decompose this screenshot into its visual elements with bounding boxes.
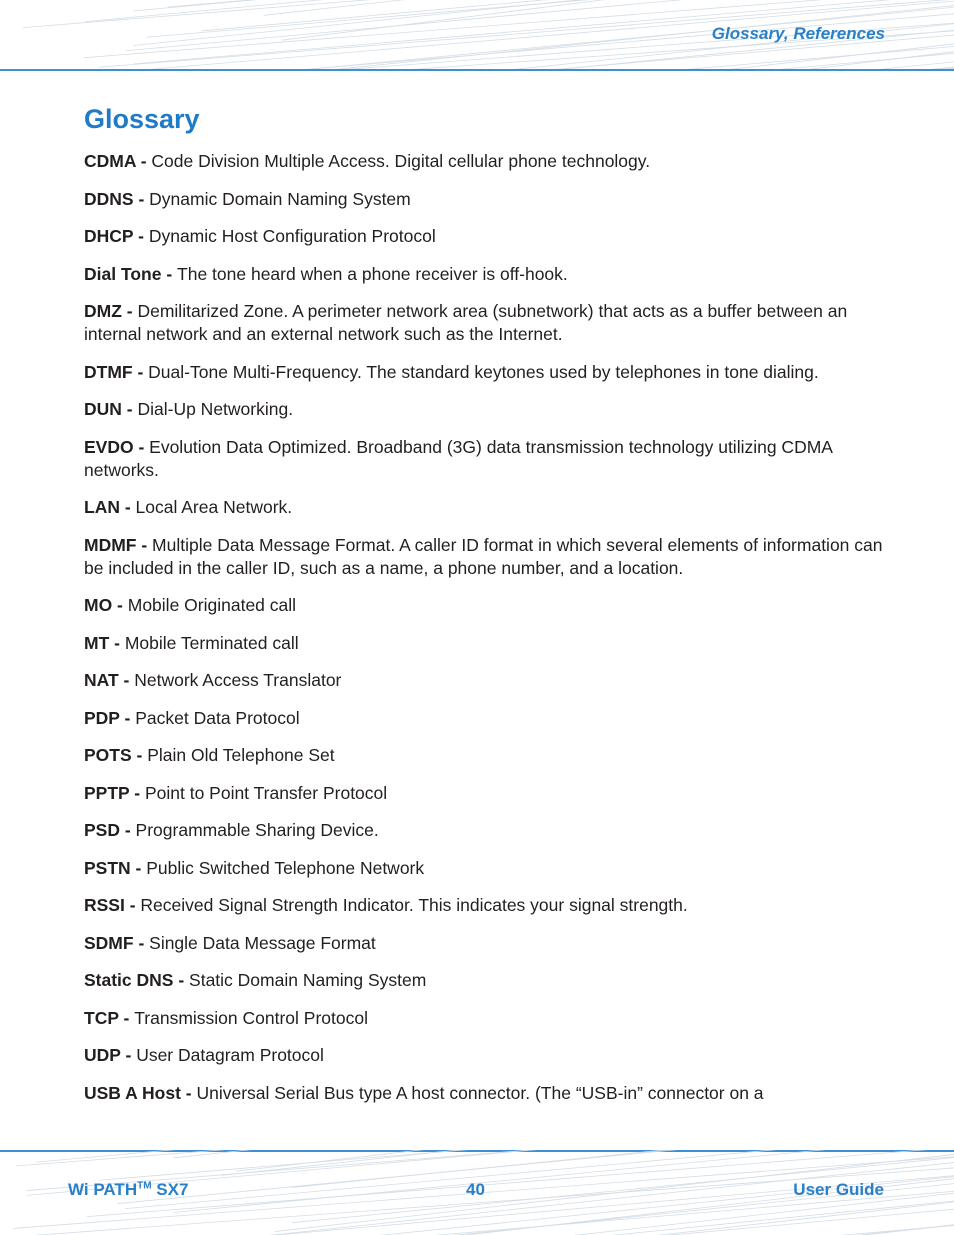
glossary-definition: Local Area Network. [135, 497, 293, 517]
glossary-term: Static DNS - [84, 970, 190, 990]
pattern-line [201, 1209, 954, 1235]
glossary-term: TCP - [84, 1007, 135, 1028]
glossary-definition: Multiple Data Message Format. A caller ID format in which several elements of information can be included in the caller ID, such as a name, a phone number, and a location. [84, 534, 883, 578]
glossary-term: PPTP - [84, 782, 145, 803]
glossary-term: MDMF - [84, 534, 153, 555]
pattern-line [3, 1168, 954, 1235]
glossary-term: DTMF - [84, 361, 149, 382]
glossary-term: MT - [84, 632, 125, 653]
pattern-line [278, 52, 954, 70]
glossary-definition: Packet Data Protocol [135, 707, 300, 728]
glossary-entry [84, 932, 884, 955]
glossary-entry [84, 594, 884, 617]
glossary-definition: Point to Point Transfer Protocol [144, 782, 388, 803]
glossary-entry [84, 819, 884, 842]
glossary-entry [84, 744, 884, 767]
trademark-symbol: TM [137, 1180, 152, 1192]
pattern-line [85, 0, 954, 22]
glossary-term: DUN - [84, 399, 138, 419]
glossary-entry [84, 1044, 884, 1067]
glossary-definition: Transmission Control Protocol [134, 1007, 368, 1028]
glossary-entry [84, 534, 884, 580]
pattern-line [230, 44, 954, 70]
glossary-entry [84, 300, 884, 346]
glossary-entry [84, 632, 884, 655]
pattern-line [236, 1150, 954, 1171]
glossary-list [84, 150, 884, 1119]
pattern-line [214, 1225, 954, 1235]
glossary-definition: Dynamic Host Configuration Protocol [148, 226, 436, 246]
glossary-term: MO - [84, 595, 128, 615]
glossary-definition: Plain Old Telephone Set [147, 745, 335, 765]
pattern-line [284, 1225, 954, 1235]
glossary-entry [84, 669, 884, 692]
glossary-definition: Programmable Sharing Device. [135, 820, 379, 840]
glossary-term: PSTN - [84, 857, 147, 878]
glossary-definition: Evolution Data Optimized. Broadband (3G) data transmission technology utilizing CDMA networks. [84, 436, 832, 480]
glossary-entry [84, 969, 884, 992]
pattern-line [133, 0, 954, 11]
glossary-entry [84, 188, 884, 211]
pattern-line [244, 1225, 954, 1235]
glossary-term: LAN - [84, 497, 136, 517]
glossary-definition: Single Data Message Format [149, 932, 376, 953]
glossary-term: DMZ - [84, 301, 138, 321]
glossary-entry [84, 782, 884, 805]
glossary-term: PDP - [84, 707, 136, 728]
pattern-line [264, 0, 954, 15]
glossary-entry [84, 398, 884, 421]
glossary-definition: Mobile Originated call [127, 595, 297, 615]
glossary-entry [84, 894, 884, 917]
glossary-definition: Dual-Tone Multi-Frequency. The standard keytones used by telephones in tone dialing. [148, 361, 819, 382]
footer-product-name: Wi PATH™ SX7 [68, 1180, 189, 1199]
glossary-term: USB A Host - [84, 1082, 197, 1103]
pattern-line [16, 1150, 954, 1166]
glossary-term: SDMF - [84, 932, 150, 953]
pattern-line [222, 1150, 954, 1175]
glossary-term: DHCP - [84, 226, 149, 246]
page-title: Glossary [84, 104, 200, 134]
glossary-term: PSD - [84, 820, 136, 840]
glossary-term: NAT - [84, 670, 135, 690]
glossary-definition: Demilitarized Zone. A perimeter network area (subnetwork) that acts as a buffer between an internal network and an external network such as the Internet. [84, 301, 848, 344]
glossary-term: EVDO - [84, 436, 150, 457]
glossary-entry [84, 150, 884, 173]
glossary-definition: Code Division Multiple Access. Digital cellular phone technology. [151, 151, 651, 171]
glossary-term: UDP - [84, 1045, 137, 1065]
glossary-entry [84, 1007, 884, 1030]
glossary-entry [84, 436, 884, 482]
glossary-entry [84, 707, 884, 730]
footer-rule [0, 1150, 954, 1152]
glossary-definition: Mobile Terminated call [124, 632, 299, 653]
pattern-line [132, 47, 954, 70]
glossary-definition: Received Signal Strength Indicator. This indicates your signal strength. [140, 895, 688, 915]
pattern-line [99, 1150, 954, 1180]
glossary-entry [84, 496, 884, 519]
glossary-entry [84, 263, 884, 286]
glossary-definition: Network Access Translator [134, 670, 342, 690]
glossary-entry [84, 225, 884, 248]
glossary-term: DDNS - [84, 188, 150, 209]
header-rule [0, 69, 954, 71]
running-header: Glossary, References [711, 24, 885, 43]
pattern-line [148, 1201, 954, 1235]
pattern-line [211, 1202, 954, 1235]
pattern-line [168, 0, 954, 7]
glossary-term: Dial Tone - [84, 263, 178, 284]
glossary-definition: Public Switched Telephone Network [146, 857, 425, 878]
glossary-definition: Dial-Up Networking. [137, 399, 294, 419]
glossary-definition: The tone heard when a phone receiver is off-hook. [177, 263, 568, 284]
glossary-definition: Static Domain Naming System [189, 970, 427, 990]
glossary-term: POTS - [84, 745, 148, 765]
glossary-term: CDMA - [84, 151, 152, 171]
footer-guide-label: User Guide [793, 1180, 884, 1199]
glossary-entry [84, 1082, 884, 1105]
glossary-entry [84, 857, 884, 880]
glossary-definition: Dynamic Domain Naming System [149, 188, 411, 209]
glossary-definition: User Datagram Protocol [136, 1045, 324, 1065]
page-number: 40 [466, 1180, 485, 1199]
glossary-definition: Universal Serial Bus type A host connector. (The “USB-in” connector on a [196, 1082, 764, 1103]
glossary-term: RSSI - [84, 895, 141, 915]
pattern-line [223, 53, 954, 70]
glossary-entry [84, 361, 884, 384]
